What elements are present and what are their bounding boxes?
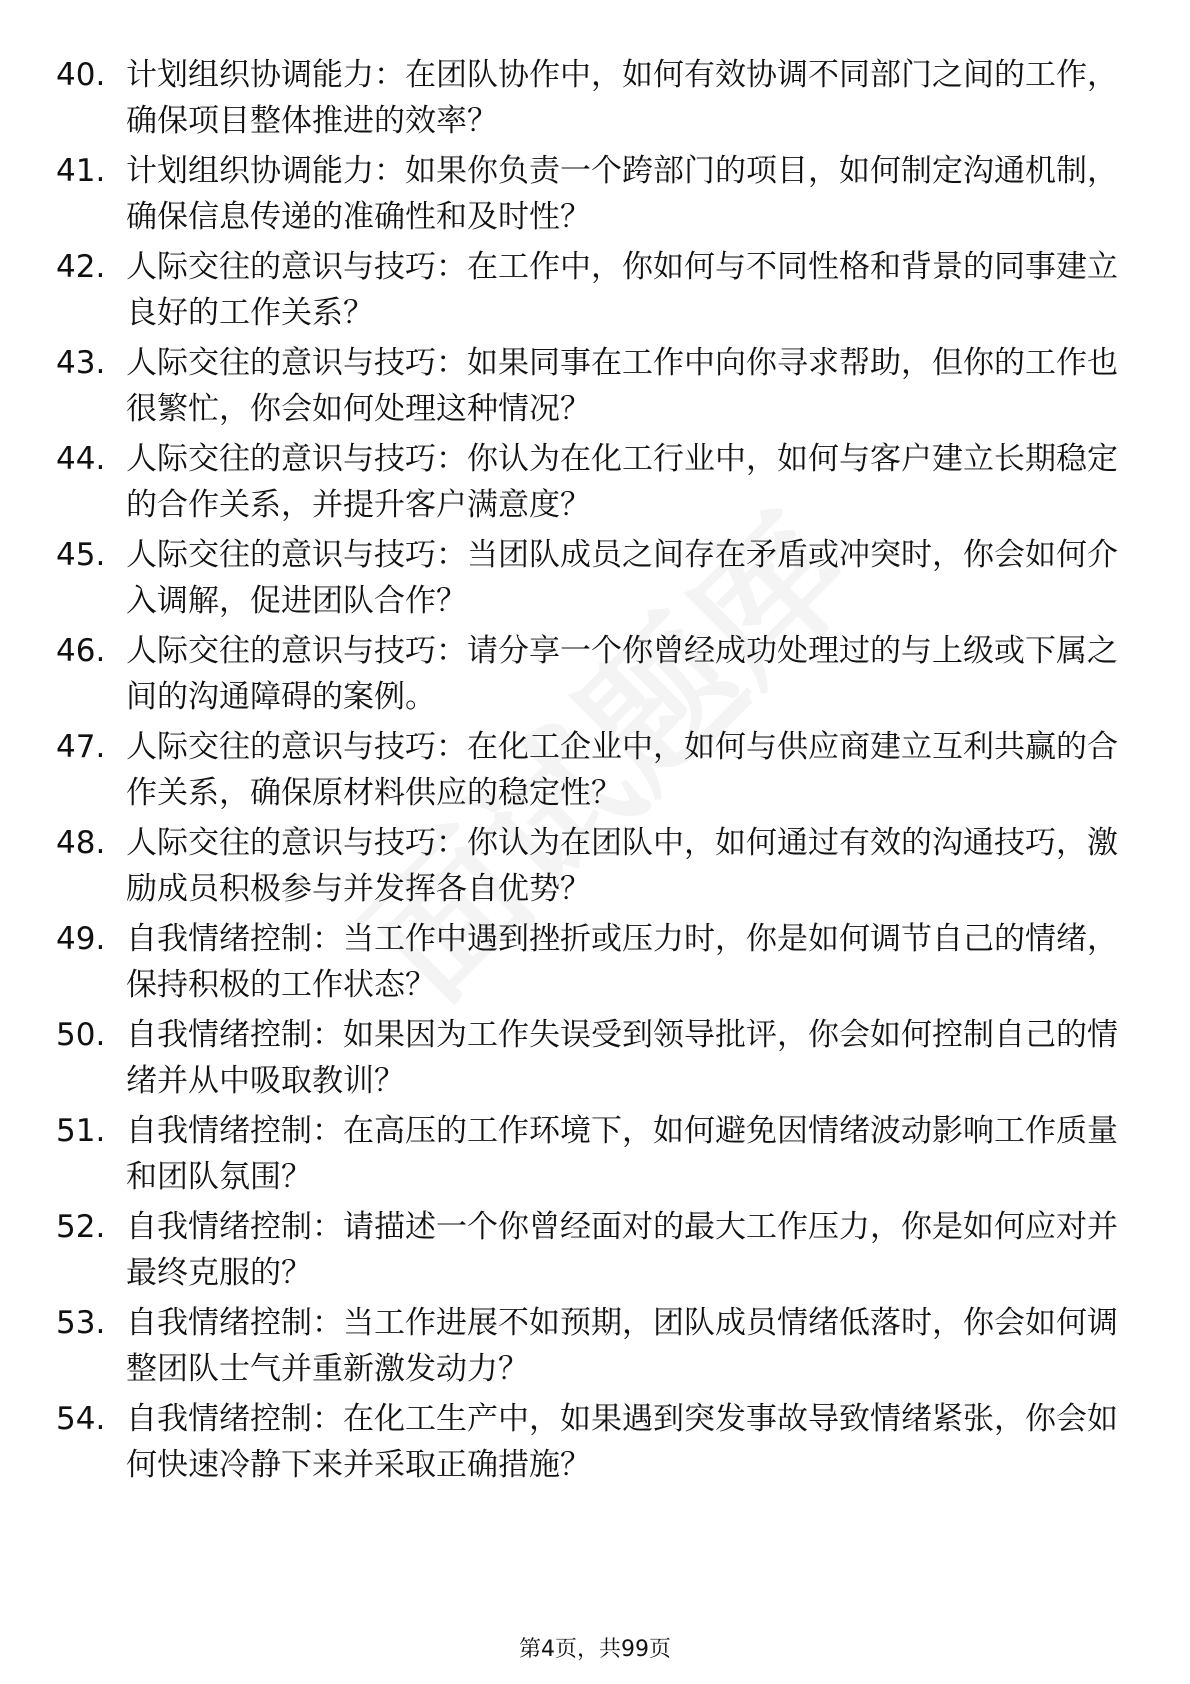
question-item xyxy=(56,628,1136,724)
question-item xyxy=(56,1012,1136,1108)
question-number: 52. xyxy=(56,1209,106,1245)
question-text: 自我情绪控制：在化工生产中，如果遇到突发事故导致情绪紧张，你会如何快速冷静下来并采取正确措施？ xyxy=(126,1401,1118,1483)
question-item xyxy=(56,340,1136,436)
question-number: 50. xyxy=(56,1017,106,1053)
question-item xyxy=(56,1396,1136,1492)
page-footer: 第4页，共99页 xyxy=(519,1637,671,1662)
question-item xyxy=(56,52,1136,148)
question-item xyxy=(56,436,1136,532)
question-number: 48. xyxy=(56,825,106,861)
question-text: 人际交往的意识与技巧：你认为在化工行业中，如何与客户建立长期稳定的合作关系，并提升客户满意度？ xyxy=(126,441,1118,523)
question-item xyxy=(56,244,1136,340)
question-number: 51. xyxy=(56,1113,106,1149)
question-text: 自我情绪控制：如果因为工作失误受到领导批评，你会如何控制自己的情绪并从中吸取教训？ xyxy=(126,1017,1118,1099)
question-text: 自我情绪控制：当工作进展不如预期，团队成员情绪低落时，你会如何调整团队士气并重新激发动力？ xyxy=(126,1305,1118,1387)
question-number: 54. xyxy=(56,1401,106,1437)
question-text: 人际交往的意识与技巧：如果同事在工作中向你寻求帮助，但你的工作也很繁忙，你会如何处理这种情况？ xyxy=(126,345,1118,427)
question-text: 自我情绪控制：当工作中遇到挫折或压力时，你是如何调节自己的情绪，保持积极的工作状态？ xyxy=(126,921,1118,1003)
question-number: 43. xyxy=(56,345,106,381)
question-number: 42. xyxy=(56,249,106,285)
question-number: 41. xyxy=(56,153,106,189)
question-number: 53. xyxy=(56,1305,106,1341)
question-item xyxy=(56,1300,1136,1396)
question-number: 40. xyxy=(56,57,106,93)
question-text: 人际交往的意识与技巧：你认为在团队中，如何通过有效的沟通技巧，激励成员积极参与并发挥各自优势？ xyxy=(126,825,1118,907)
question-item xyxy=(56,148,1136,244)
question-item xyxy=(56,916,1136,1012)
question-number: 44. xyxy=(56,441,106,477)
question-text: 自我情绪控制：在高压的工作环境下，如何避免因情绪波动影响工作质量和团队氛围？ xyxy=(126,1113,1118,1195)
question-text: 计划组织协调能力：如果你负责一个跨部门的项目，如何制定沟通机制，确保信息传递的准确性和及时性？ xyxy=(126,153,1118,235)
question-item xyxy=(56,1108,1136,1204)
question-text: 人际交往的意识与技巧：在化工企业中，如何与供应商建立互利共赢的合作关系，确保原材料供应的稳定性？ xyxy=(126,729,1118,811)
question-item xyxy=(56,724,1136,820)
question-text: 人际交往的意识与技巧：在工作中，你如何与不同性格和背景的同事建立良好的工作关系？ xyxy=(126,249,1118,331)
question-item xyxy=(56,532,1136,628)
question-number: 46. xyxy=(56,633,106,669)
question-list xyxy=(56,52,1136,1492)
question-text: 计划组织协调能力：在团队协作中，如何有效协调不同部门之间的工作，确保项目整体推进的效率？ xyxy=(126,57,1118,139)
question-item xyxy=(56,820,1136,916)
question-item xyxy=(56,1204,1136,1300)
question-number: 45. xyxy=(56,537,106,573)
question-text: 人际交往的意识与技巧：当团队成员之间存在矛盾或冲突时，你会如何介入调解，促进团队合作？ xyxy=(126,537,1118,619)
question-number: 49. xyxy=(56,921,106,957)
question-text: 自我情绪控制：请描述一个你曾经面对的最大工作压力，你是如何应对并最终克服的？ xyxy=(126,1209,1118,1291)
question-number: 47. xyxy=(56,729,106,765)
question-text: 人际交往的意识与技巧：请分享一个你曾经成功处理过的与上级或下属之间的沟通障碍的案例。 xyxy=(126,633,1118,715)
